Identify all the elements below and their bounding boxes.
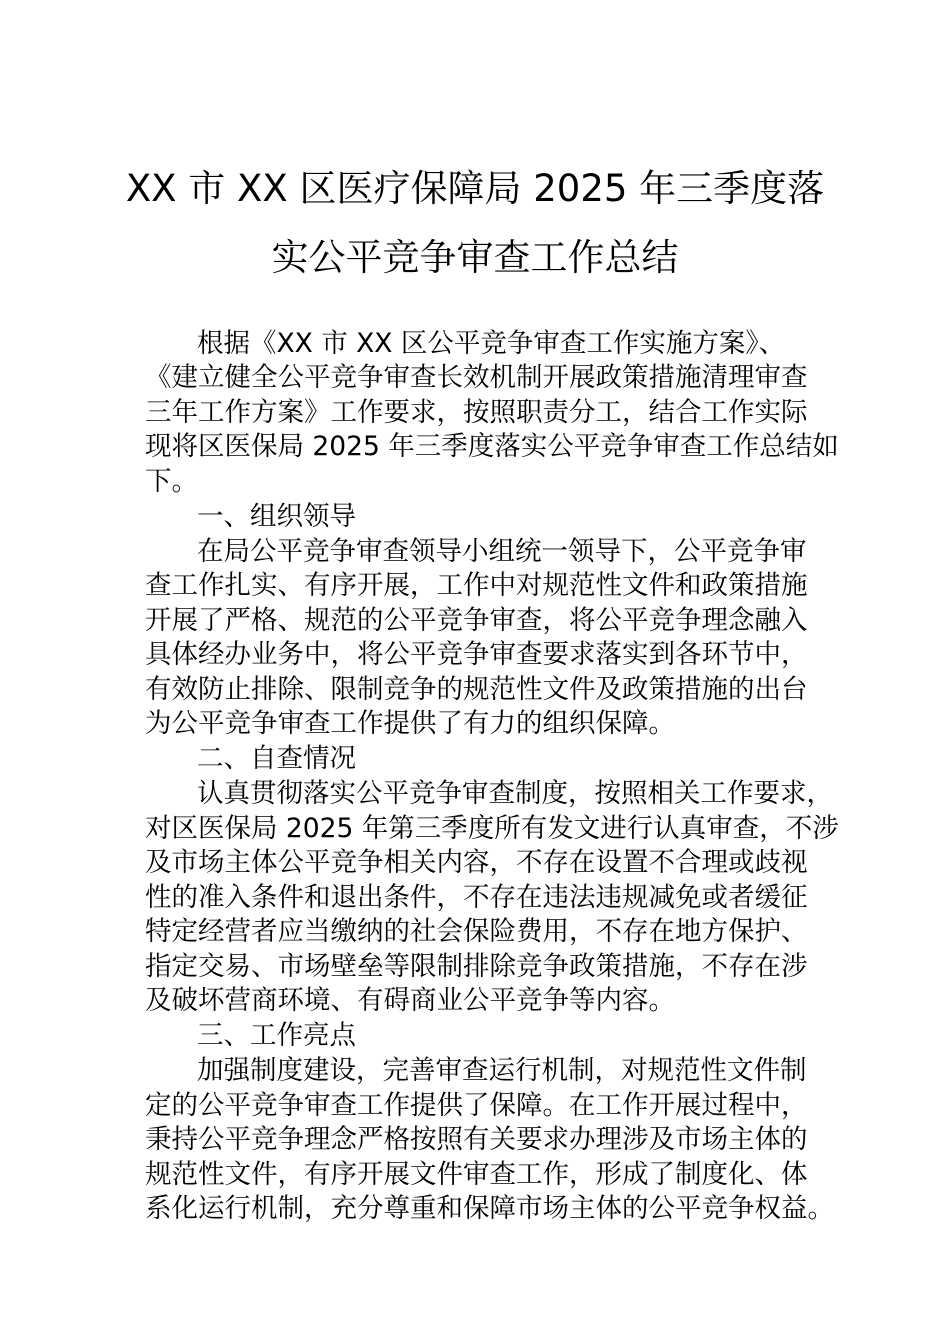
- document-title-line-1: XX 市 XX 区医疗保障局 2025 年三季度落: [125, 167, 825, 210]
- paragraph-line: 指定交易、市场壁垒等限制排除竞争政策措施，不存在涉: [145, 951, 808, 982]
- section-heading-organization: 一、组织领导: [197, 501, 356, 532]
- paragraph-line: 具体经办业务中，将公平竞争审查要求落实到各环节中，: [145, 639, 808, 670]
- paragraph-line: 为公平竞争审查工作提供了有力的组织保障。: [145, 708, 675, 739]
- paragraph-line: 特定经营者应当缴纳的社会保险费用，不存在地方保护、: [145, 916, 808, 947]
- paragraph-line: 在局公平竞争审查领导小组统一领导下，公平竞争审: [197, 536, 807, 567]
- paragraph-line: 及破坏营商环境、有碍商业公平竞争等内容。: [145, 985, 675, 1016]
- paragraph-line: 对区医保局 2025 年第三季度所有发文进行认真审查，不涉: [145, 813, 839, 844]
- paragraph-line: 《建立健全公平竞争审查长效机制开展政策措施清理审查: [145, 362, 808, 393]
- paragraph-line: 认真贯彻落实公平竞争审查制度，按照相关工作要求，: [197, 778, 833, 809]
- paragraph-line: 定的公平竞争审查工作提供了保障。在工作开展过程中，: [145, 1090, 808, 1121]
- section-heading-highlights: 三、工作亮点: [197, 1020, 356, 1051]
- paragraph-line: 及市场主体公平竞争相关内容，不存在设置不合理或歧视: [145, 847, 808, 878]
- paragraph-line: 规范性文件，有序开展文件审查工作，形成了制度化、体: [145, 1159, 808, 1190]
- paragraph-line: 秉持公平竞争理念严格按照有关要求办理涉及市场主体的: [145, 1124, 808, 1155]
- paragraph-line: 系化运行机制，充分尊重和保障市场主体的公平竞争权益。: [145, 1193, 834, 1224]
- section-heading-self-inspection: 二、自查情况: [197, 743, 356, 774]
- paragraph-line: 有效防止排除、限制竞争的规范性文件及政策措施的出台: [145, 674, 808, 705]
- paragraph-line: 三年工作方案》工作要求，按照职责分工，结合工作实际: [145, 397, 808, 428]
- paragraph-line: 开展了严格、规范的公平竞争审查，将公平竞争理念融入: [145, 605, 808, 636]
- paragraph-line: 根据《XX 市 XX 区公平竞争审查工作实施方案》、: [197, 328, 786, 359]
- document-title-line-2: 实公平竞争审查工作总结: [271, 236, 679, 279]
- paragraph-line: 加强制度建设，完善审查运行机制，对规范性文件制: [197, 1055, 807, 1086]
- paragraph-line: 现将区医保局 2025 年三季度落实公平竞争审查工作总结如: [145, 431, 839, 462]
- paragraph-line: 下。: [145, 466, 198, 497]
- paragraph-line: 性的准入条件和退出条件，不存在违法违规减免或者缓征: [145, 882, 808, 913]
- paragraph-line: 查工作扎实、有序开展，工作中对规范性文件和政策措施: [145, 570, 808, 601]
